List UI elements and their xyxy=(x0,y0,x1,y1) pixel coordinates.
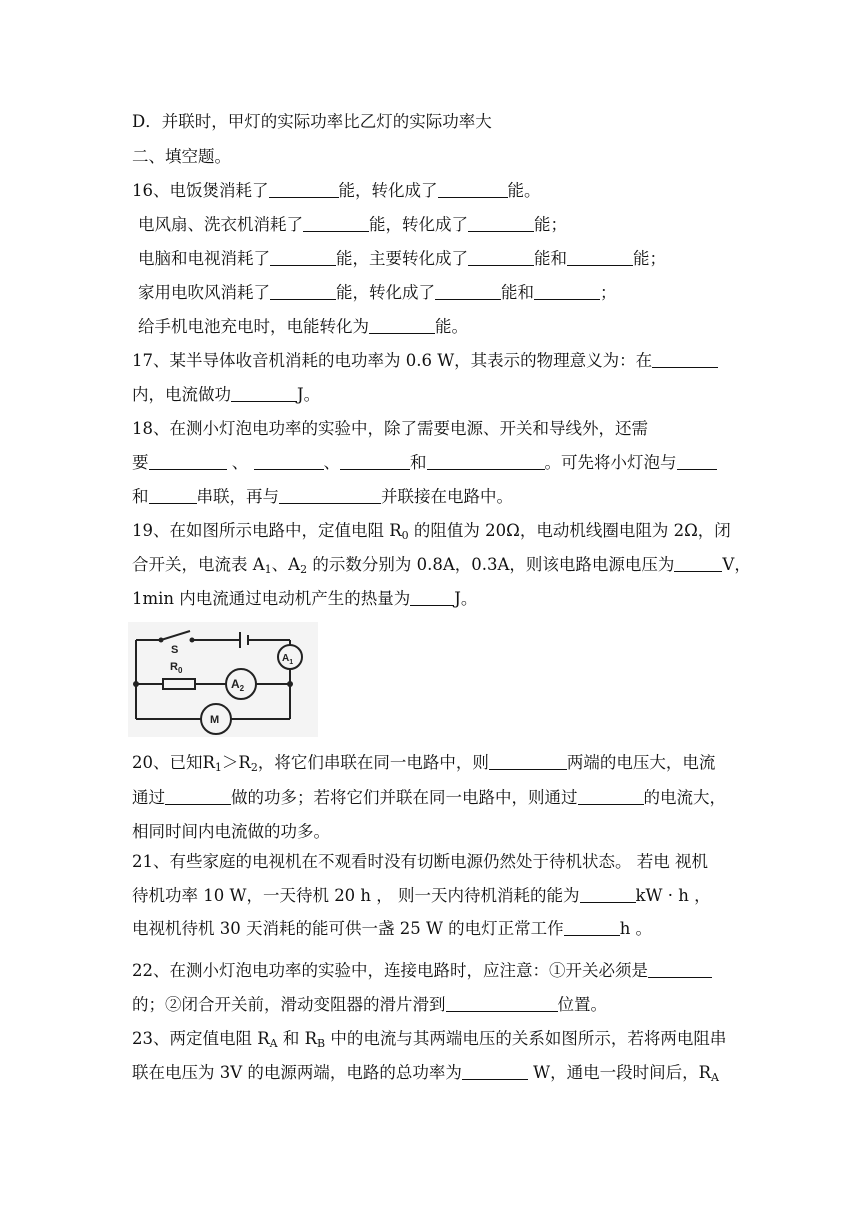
answer-blank[interactable] xyxy=(149,487,197,504)
answer-blank[interactable] xyxy=(269,181,339,198)
question-19-line-3: 1min 内电流通过电动机产生的热量为 J。 xyxy=(132,589,478,608)
answer-blank[interactable] xyxy=(446,995,558,1012)
ammeter-a1-label: A xyxy=(282,653,290,664)
answer-blank[interactable] xyxy=(149,453,227,470)
answer-blank[interactable] xyxy=(468,249,534,266)
question-20-line-3: 相同时间内电流做的功多。 xyxy=(132,822,330,841)
question-22-line-1: 22、在测小灯泡电功率的实验中，连接电路时，应注意：①开关必须是 xyxy=(132,960,712,982)
answer-blank[interactable] xyxy=(677,453,717,470)
answer-blank[interactable] xyxy=(567,249,633,266)
question-22-line-2: 的；②闭合开关前，滑动变阻器的滑片滑到 位置。 xyxy=(132,995,607,1014)
switch-contact xyxy=(159,638,164,643)
question-20-line-2: 通过 做的功多；若将它们并联在同一电路中，则通过 的电流大， xyxy=(132,788,726,807)
answer-blank[interactable] xyxy=(578,788,644,805)
answer-blank[interactable] xyxy=(489,753,567,770)
question-16-line-4: 家用电吹风消耗了 能，转化成了 能和 ； xyxy=(138,283,617,302)
question-23-line-2: 联在电压为 3V 的电源两端，电路的总功率为 W，通电一段时间后，$R_A$ xyxy=(132,1063,719,1084)
question-21-line-2: 待机功率 10 W，一天待机 20 h ， 则一天内待机消耗的能为 kW · h ， xyxy=(132,886,711,905)
question-19-line-2: 合开关，电流表 $A_1$、$A_2$ 的示数分别为 0.8A，0.3A，则该电路电源电压为 V， xyxy=(132,555,751,576)
answer-blank[interactable] xyxy=(270,249,336,266)
answer-blank[interactable] xyxy=(580,886,636,903)
svg-text:R0: $R_0$ xyxy=(170,661,183,675)
svg-text:A1: $A_1$ xyxy=(282,653,294,666)
option-d: D．并联时，甲灯的实际功率比乙灯的实际功率大 xyxy=(132,112,492,131)
switch-contact xyxy=(190,638,195,643)
resistor-label: R xyxy=(170,661,178,673)
question-16-line-3: 电脑和电视消耗了 能，主要转化成了 能和 能； xyxy=(138,249,666,268)
answer-blank[interactable] xyxy=(648,961,712,978)
answer-blank[interactable] xyxy=(165,788,231,805)
motor-label: M xyxy=(210,714,220,726)
question-21-line-1: 21、有些家庭的电视机在不观看时没有切断电源仍然处于待机状态。 若电 视机 xyxy=(132,852,708,871)
answer-blank[interactable] xyxy=(279,487,381,504)
answer-blank[interactable] xyxy=(303,215,369,232)
junction-dot xyxy=(133,681,139,687)
question-16-line-1: 16、电饭煲消耗了 能，转化成了 能。 xyxy=(132,181,541,200)
ammeter-a2-label: A xyxy=(231,677,240,691)
answer-blank[interactable] xyxy=(652,351,718,368)
answer-blank[interactable] xyxy=(427,453,545,470)
switch-label: S xyxy=(171,644,179,656)
answer-blank[interactable] xyxy=(674,555,722,572)
answer-blank[interactable] xyxy=(340,453,410,470)
question-20-line-1: 20、已知$R_1>R_2$，将它们串联在同一电路中，则 两端的电压大，电流 xyxy=(132,753,716,774)
junction-dot xyxy=(287,681,293,687)
answer-blank[interactable] xyxy=(438,181,508,198)
question-17-line-2: 内，电流做功 J。 xyxy=(132,385,321,404)
answer-blank[interactable] xyxy=(534,283,600,300)
section-heading-fill-in: 二、填空题。 xyxy=(132,147,231,166)
answer-blank[interactable] xyxy=(435,283,501,300)
answer-blank[interactable] xyxy=(369,317,435,334)
question-19-line-1: 19、在如图所示电路中，定值电阻 $R_0$ 的阻值为 20Ω，电动机线圈电阻为 2Ω，闭 xyxy=(132,521,731,542)
question-18-line-3: 和 串联，再与 并联接在电路中。 xyxy=(132,487,513,506)
answer-blank[interactable] xyxy=(270,283,336,300)
question-16-line-5: 给手机电池充电时，电能转化为 能。 xyxy=(138,317,468,336)
question-21-line-3: 电视机待机 30 天消耗的能可供一盏 25 W 的电灯正常工作 h 。 xyxy=(132,919,653,938)
question-18-line-2: 要 、 、 和 。可先将小灯泡与 xyxy=(132,452,717,474)
question-18-line-1: 18、在测小灯泡电功率的实验中，除了需要电源、开关和导线外，还需 xyxy=(132,419,648,438)
answer-blank[interactable] xyxy=(254,453,324,470)
answer-blank[interactable] xyxy=(462,1063,528,1080)
svg-text:A2: $A_2$ xyxy=(231,677,245,693)
circuit-diagram xyxy=(128,622,318,737)
question-23-line-1: 23、两定值电阻 $R_A$ 和 $R_B$ 中的电流与其两端电压的关系如图所示，若将两电阻串 xyxy=(132,1029,727,1050)
answer-blank[interactable] xyxy=(564,919,620,936)
answer-blank[interactable] xyxy=(231,385,297,402)
question-17-line-1: 17、某半导体收音机消耗的电功率为 0.6 W，其表示的物理意义为：在 xyxy=(132,350,718,372)
answer-blank[interactable] xyxy=(410,589,454,606)
question-16-line-2: 电风扇、洗衣机消耗了 能，转化成了 能； xyxy=(138,215,567,234)
answer-blank[interactable] xyxy=(468,215,534,232)
